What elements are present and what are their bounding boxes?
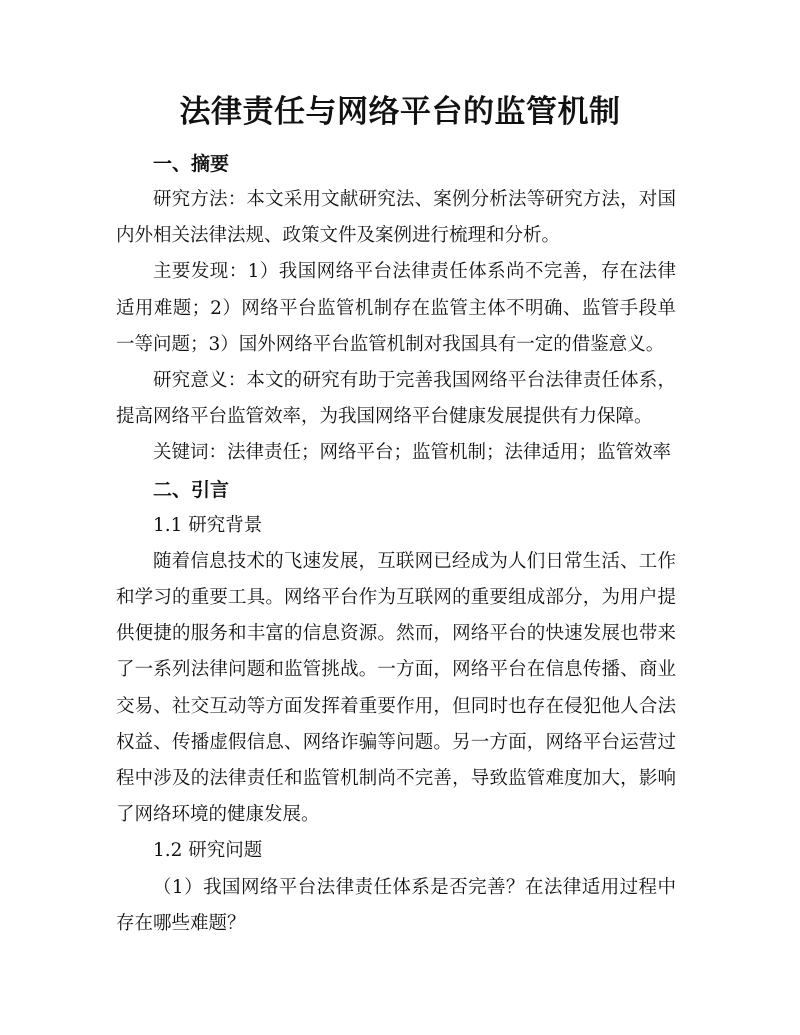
- question-heading: 1.2 研究问题: [153, 840, 263, 862]
- abstract-heading: 一、摘要: [153, 153, 230, 175]
- abstract-findings-paragraph: 主要发现：1）我国网络平台法律责任体系尚不完善，存在法律适用难题；2）网络平台监管机制存在监管主体不明确、监管手段单一等问题；3）国外网络平台监管机制对我国具有一定的借鉴意义。: [116, 261, 676, 355]
- abstract-significance-paragraph: 研究意义：本文的研究有助于完善我国网络平台法律责任体系，提高网络平台监管效率，为我国网络平台健康发展提供有力保障。: [116, 370, 676, 428]
- question-1-paragraph: （1）我国网络平台法律责任体系是否完善？在法律适用过程中存在哪些难题？: [116, 876, 676, 934]
- background-heading: 1.1 研究背景: [153, 514, 263, 536]
- document-body: [116, 146, 676, 942]
- keywords-line: 关键词：法律责任；网络平台；监管机制；法律适用；监管效率: [153, 442, 672, 464]
- abstract-method-paragraph: 研究方法：本文采用文献研究法、案例分析法等研究方法，对国内外相关法律法规、政策文件及案例进行梳理和分析。: [116, 189, 676, 247]
- document-title: 法律责任与网络平台的监管机制: [179, 94, 621, 130]
- intro-heading: 二、引言: [153, 478, 230, 501]
- background-paragraph: 随着信息技术的飞速发展，互联网已经成为人们日常生活、工作和学习的重要工具。网络平台作为互联网的重要组成部分，为用户提供便捷的服务和丰富的信息资源。然而，网络平台的快速发展也带来了一系列法律问题和监管挑战。一方面，网络平台在信息传播、商业交易、社交互动等方面发挥着重要作用，但同时也存在侵犯他人合法权益、传播虚假信息、网络诈骗等问题。另一方面，网络平台运营过程中涉及的法律责任和监管机制尚不完善，导致监管难度加大，影响了网络环境的健康发展。: [116, 550, 676, 826]
